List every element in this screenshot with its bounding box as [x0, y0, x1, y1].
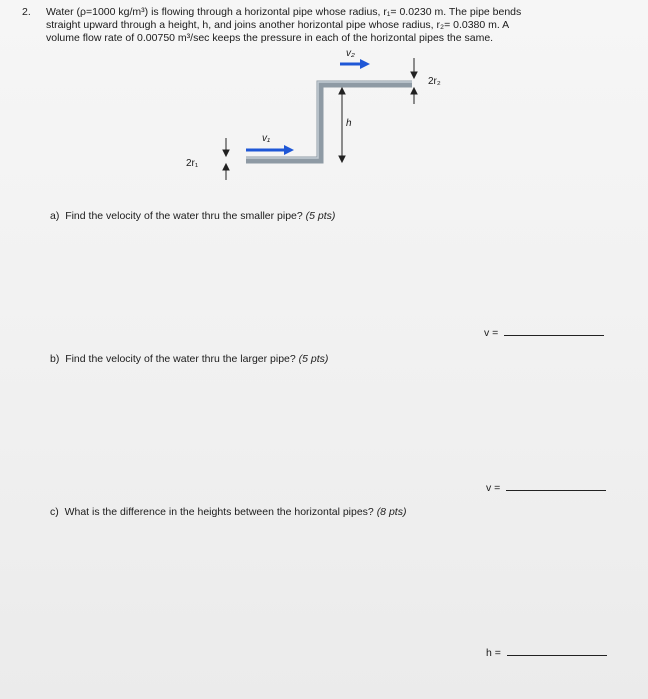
answer-a [484, 326, 604, 339]
question-b [50, 353, 328, 365]
question-a-label: a) [50, 210, 60, 222]
answer-b-blank[interactable] [506, 481, 606, 491]
answer-c-label: h = [486, 647, 501, 659]
answer-c [486, 646, 607, 659]
problem-number: 2. [22, 6, 31, 18]
2r1-dimension [223, 138, 229, 180]
question-c-label: c) [50, 506, 59, 518]
problem-line-1: Water (ρ=1000 kg/m³) is flowing through a horizontal pipe whose radius, r₁= 0.0230 m. The pipe bends [46, 6, 522, 18]
2r1-label: 2r₁ [186, 158, 199, 169]
question-a [50, 210, 335, 222]
question-c [50, 506, 406, 518]
question-b-label: b) [50, 353, 60, 365]
h-dimension [339, 88, 345, 162]
v1-label: v₁ [262, 133, 271, 144]
h-label: h [346, 118, 352, 129]
question-b-points: (5 pts) [298, 353, 329, 365]
answer-a-blank[interactable] [504, 326, 604, 336]
question-a-points: (5 pts) [305, 210, 336, 222]
answer-a-label: v = [484, 327, 499, 339]
question-c-points: (8 pts) [376, 506, 407, 518]
problem-line-3: volume flow rate of 0.00750 m³/sec keeps the pressure in each of the horizontal pipes the same. [46, 32, 494, 44]
question-c-text: What is the difference in the heights between the horizontal pipes? [64, 506, 374, 518]
v2-label: v₂ [346, 48, 355, 59]
question-b-text: Find the velocity of the water thru the larger pipe? [65, 353, 296, 365]
answer-b-label: v = [486, 482, 501, 494]
question-a-text: Find the velocity of the water thru the smaller pipe? [65, 210, 303, 222]
v1-arrow [246, 145, 294, 155]
answer-c-blank[interactable] [507, 646, 607, 656]
problem-line-2: straight upward through a height, h, and joins another horizontal pipe whose radius, r₂= 0.0380 m. A [46, 19, 510, 31]
pipe-highlight [246, 82, 412, 158]
2r2-label: 2r₂ [428, 76, 441, 87]
v2-arrow [340, 59, 370, 69]
answer-b [486, 481, 606, 494]
